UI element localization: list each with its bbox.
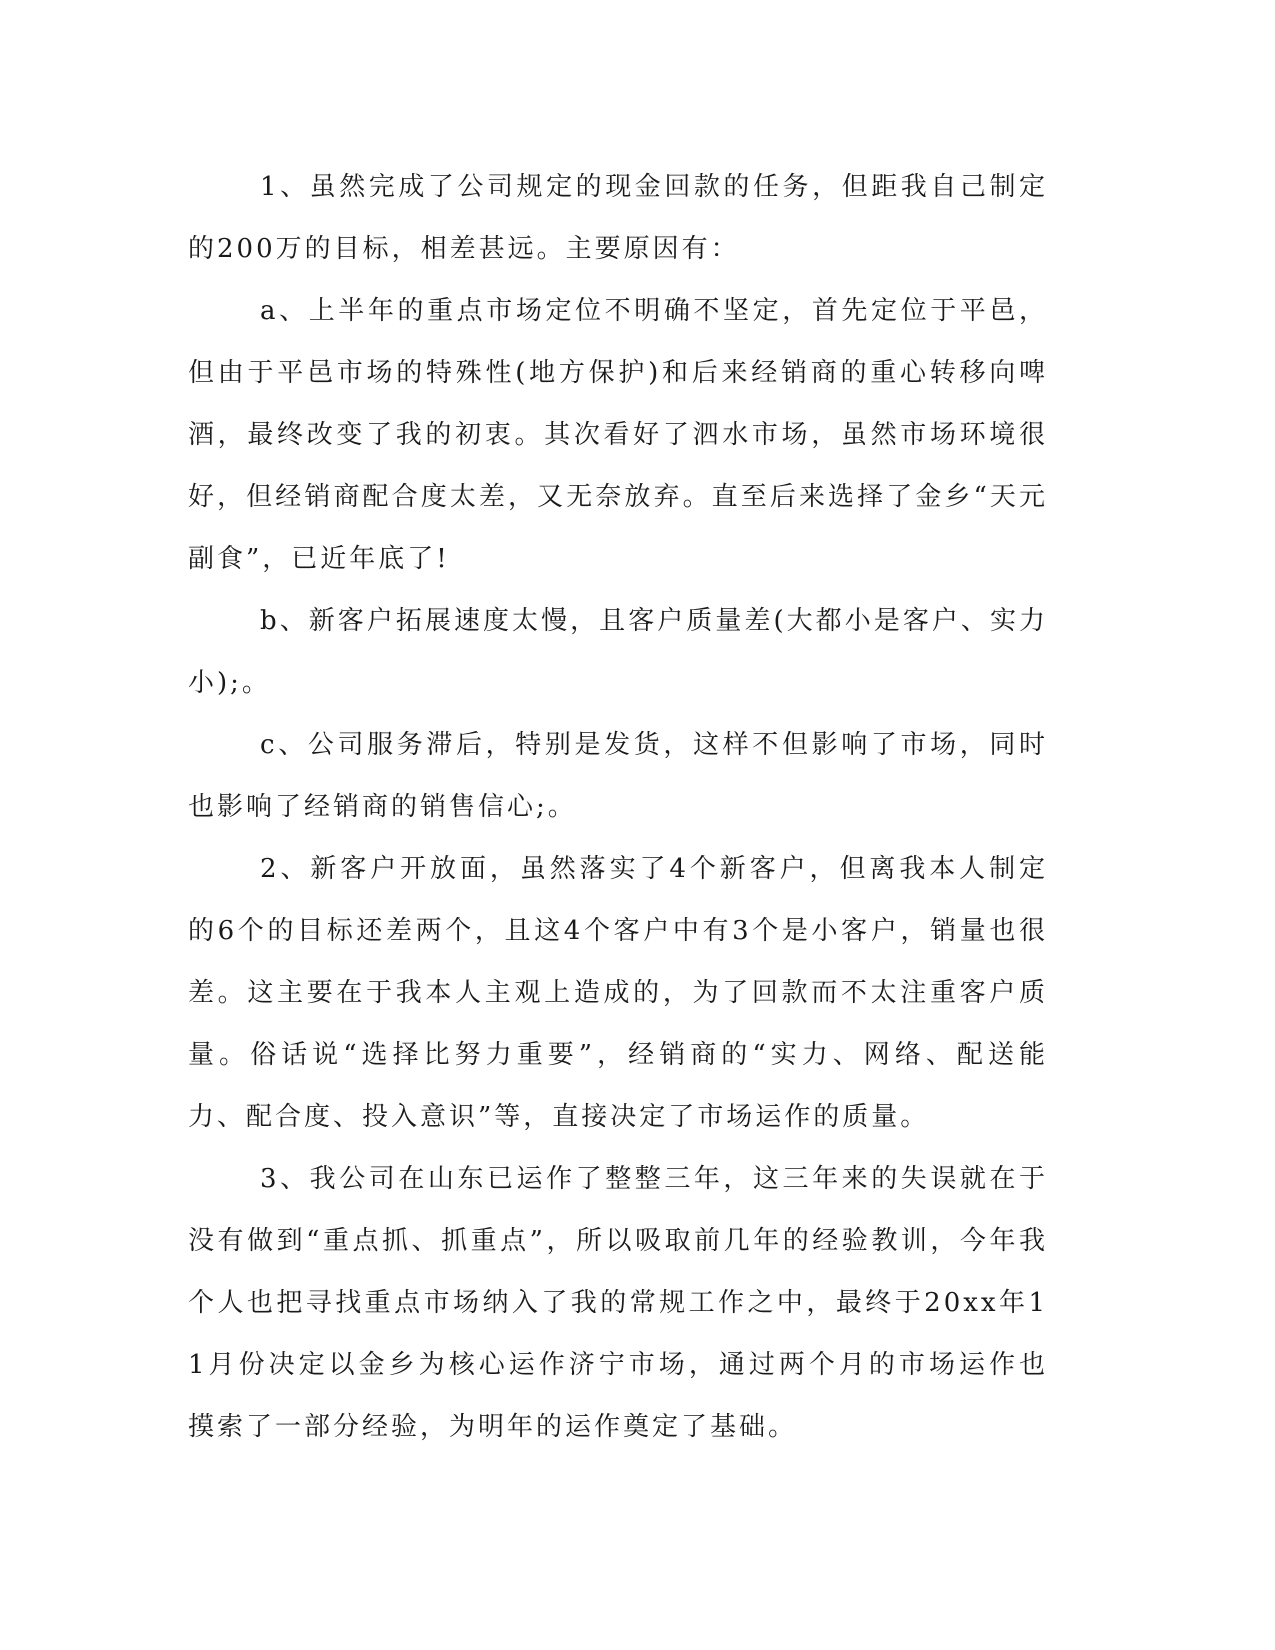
paragraph-2: 2、新客户开放面，虽然落实了4个新客户，但离我本人制定的6个的目标还差两个，且这4个客户中有3个是小客户，销量也很差。这主要在于我本人主观上造成的，为了回款而不太注重客户质量。俗话说“选择比努力重要”，经销商的“实力、网络、配送能力、配合度、投入意识”等，直接决定了市场运作的质量。 — [188, 854, 1048, 1132]
document-page — [188, 156, 1048, 1458]
paragraph-1c: c、公司服务滞后，特别是发货，这样不但影响了市场，同时也影响了经销商的销售信心;。 — [188, 730, 1048, 822]
paragraph-1b: b、新客户拓展速度太慢，且客户质量差(大都小是客户、实力小);。 — [188, 606, 1048, 698]
paragraph-3: 3、我公司在山东已运作了整整三年，这三年来的失误就在于没有做到“重点抓、抓重点”，所以吸取前几年的经验教训，今年我个人也把寻找重点市场纳入了我的常规工作之中，最终于20xx年11月份决定以金乡为核心运作济宁市场，通过两个月的市场运作也摸索了一部分经验，为明年的运作奠定了基础。 — [188, 1164, 1048, 1442]
paragraph-1a: a、上半年的重点市场定位不明确不坚定，首先定位于平邑，但由于平邑市场的特殊性(地方保护)和后来经销商的重心转移向啤酒，最终改变了我的初衷。其次看好了泗水市场，虽然市场环境很好，但经销商配合度太差，又无奈放弃。直至后来选择了金乡“天元副食”，已近年底了! — [188, 296, 1048, 574]
paragraph-1: 1、虽然完成了公司规定的现金回款的任务，但距我自己制定的200万的目标，相差甚远。主要原因有： — [188, 172, 1048, 264]
